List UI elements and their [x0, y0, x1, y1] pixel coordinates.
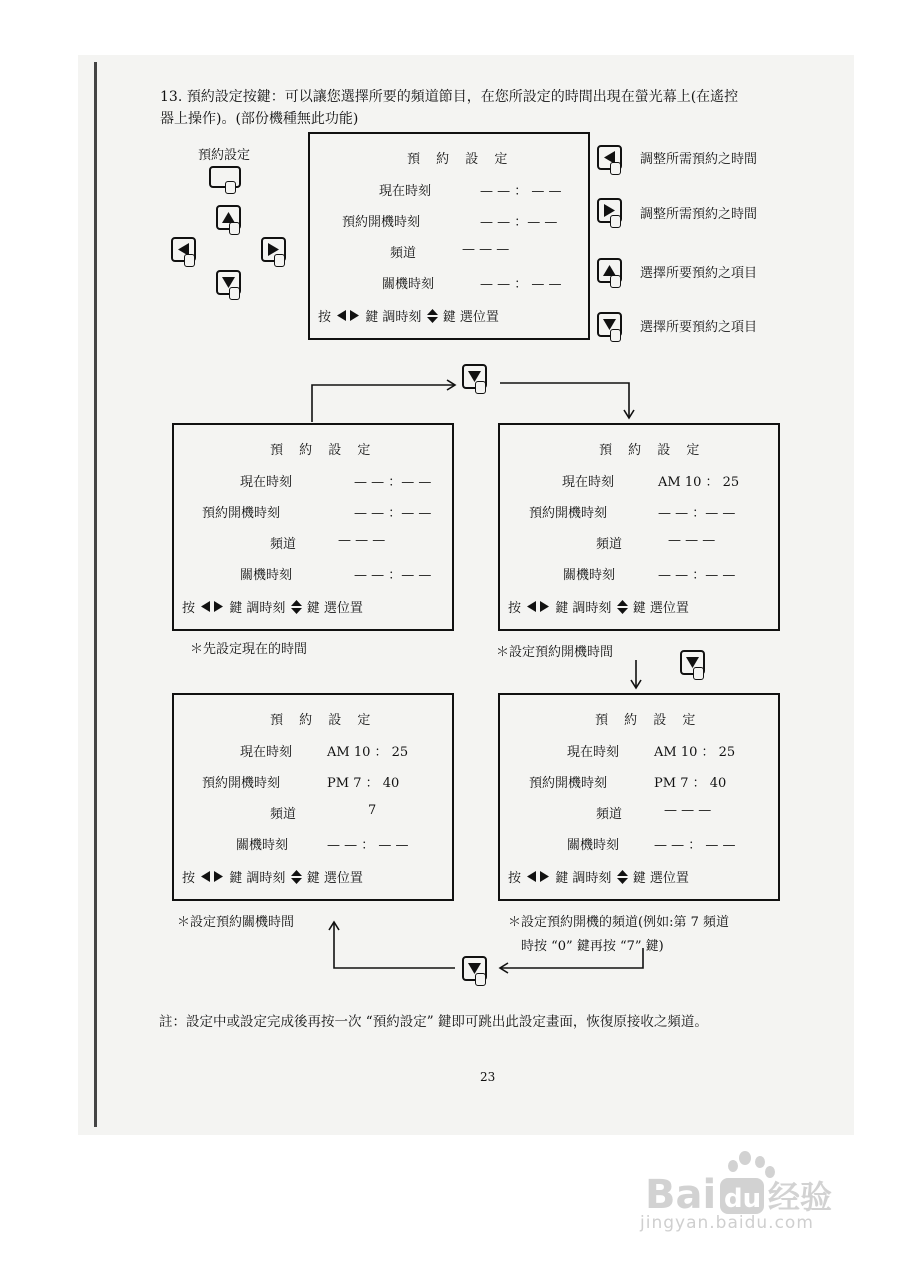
- power-off-time-label: 關機時刻: [567, 838, 620, 853]
- now-time-label: 現在時刻: [240, 475, 293, 490]
- power-off-time-value: — — ： — —: [480, 277, 562, 292]
- power-on-time-value: — — ：— —: [480, 215, 558, 230]
- flow-down-key-icon-1: [462, 364, 487, 389]
- power-on-time-value: — — ：— —: [354, 506, 432, 521]
- footer-select-item: 鍵 選位置: [442, 310, 499, 325]
- channel-label: 頻道: [270, 537, 297, 552]
- power-off-time-value: — — ：— —: [658, 568, 736, 583]
- note-step-3b: 時按 “0” 鍵再按 “7” 鍵): [521, 939, 664, 954]
- svg-text:du: du: [724, 1184, 762, 1214]
- legend-text-1: 調整所需預約之時間: [640, 152, 758, 167]
- page-number: 23: [480, 1070, 496, 1084]
- footer-adjust-time: 鍵 調時刻: [229, 601, 286, 616]
- channel-value: — — —: [462, 242, 510, 257]
- power-off-time-label: 關機時刻: [563, 568, 616, 583]
- flow-line-2: [500, 383, 629, 418]
- power-off-time-label: 關機時刻: [382, 277, 435, 292]
- footer-select-item: 鍵 選位置: [306, 871, 363, 886]
- power-off-time-value: — — ： — —: [654, 838, 736, 853]
- flow-line-5: [334, 922, 455, 968]
- note-step-4: ＊設定預約關機時間: [177, 915, 295, 930]
- footnote: 註：設定中或設定完成後再按一次 “預約設定” 鍵即可跳出此設定畫面，恢復原接收之頻道。: [159, 1014, 708, 1030]
- footer-adjust-time: 鍵 調時刻: [229, 871, 286, 886]
- note-step-2: ＊設定預約開機時間: [496, 645, 614, 660]
- legend-text-4: 選擇所要預約之項目: [640, 320, 758, 335]
- note-step-1: ＊先設定現在的時間: [190, 642, 308, 657]
- svg-text:Bai: Bai: [645, 1172, 717, 1218]
- now-time-label: 現在時刻: [379, 184, 432, 199]
- legend-text-2: 調整所需預約之時間: [640, 207, 758, 222]
- power-on-time-label: 預約開機時刻: [529, 776, 608, 791]
- footer-press: 按: [318, 310, 332, 325]
- remote-label: 預約設定: [198, 148, 251, 163]
- power-on-time-value: PM 7 ： 40: [654, 776, 727, 791]
- footer-select-item: 鍵 選位置: [306, 601, 363, 616]
- power-on-time-label: 預約開機時刻: [529, 506, 608, 521]
- note-step-3a: ＊設定預約開機的頻道(例如:第 7 頻道: [508, 915, 729, 930]
- power-off-time-value: — — ： — —: [327, 838, 409, 853]
- footer-press: 按: [182, 871, 196, 886]
- channel-value: 7: [368, 803, 377, 818]
- heading-line-2: 器上操作)。(部份機種無此功能): [160, 111, 359, 127]
- screen-title: 預 約 設 定: [270, 443, 377, 458]
- heading-line-1: 13. 預約設定按鍵：可以讓您選擇所要的頻道節目，在您所設定的時間出現在螢光幕上(在遙控: [160, 89, 739, 105]
- watermark-url: jingyan.baidu.com: [640, 1213, 814, 1233]
- now-time-label: 現在時刻: [562, 475, 615, 490]
- footer-adjust-time: 鍵 調時刻: [555, 871, 612, 886]
- power-on-time-label: 預約開機時刻: [342, 215, 421, 230]
- svg-text:经验: 经验: [768, 1178, 833, 1216]
- footer-press: 按: [182, 601, 196, 616]
- channel-label: 頻道: [596, 807, 623, 822]
- channel-label: 頻道: [390, 246, 417, 261]
- channel-value: — — —: [664, 803, 712, 818]
- power-off-time-label: 關機時刻: [240, 568, 293, 583]
- flow-down-key-icon-2: [680, 650, 705, 675]
- power-off-time-value: — — ：— —: [354, 568, 432, 583]
- channel-value: — — —: [338, 533, 386, 548]
- footer-adjust-time: 鍵 調時刻: [365, 310, 422, 325]
- screen-title: 預 約 設 定: [270, 713, 377, 728]
- screen-title: 預 約 設 定: [599, 443, 706, 458]
- now-time-label: 現在時刻: [240, 745, 293, 760]
- now-time-label: 現在時刻: [567, 745, 620, 760]
- channel-label: 頻道: [270, 807, 297, 822]
- channel-label: 頻道: [596, 537, 623, 552]
- now-time-value: — — ：— —: [354, 475, 432, 490]
- now-time-value: AM 10 ： 25: [658, 475, 740, 490]
- now-time-value: — — ： — —: [480, 184, 562, 199]
- footer-select-item: 鍵 選位置: [632, 601, 689, 616]
- flow-line-1: [312, 385, 455, 422]
- power-on-time-label: 預約開機時刻: [202, 776, 281, 791]
- power-on-time-label: 預約開機時刻: [202, 506, 281, 521]
- footer-adjust-time: 鍵 調時刻: [555, 601, 612, 616]
- now-time-value: AM 10 ： 25: [654, 745, 736, 760]
- channel-value: — — —: [668, 533, 716, 548]
- now-time-value: AM 10 ： 25: [327, 745, 409, 760]
- screen-title: 預 約 設 定: [595, 713, 702, 728]
- footer-press: 按: [508, 601, 522, 616]
- flow-down-key-icon-3: [462, 956, 487, 981]
- footer-press: 按: [508, 871, 522, 886]
- power-on-time-value: — — ：— —: [658, 506, 736, 521]
- legend-text-3: 選擇所要預約之項目: [640, 266, 758, 281]
- power-on-time-value: PM 7 ： 40: [327, 776, 400, 791]
- power-off-time-label: 關機時刻: [236, 838, 289, 853]
- screen-title: 預 約 設 定: [407, 152, 514, 167]
- footer-select-item: 鍵 選位置: [632, 871, 689, 886]
